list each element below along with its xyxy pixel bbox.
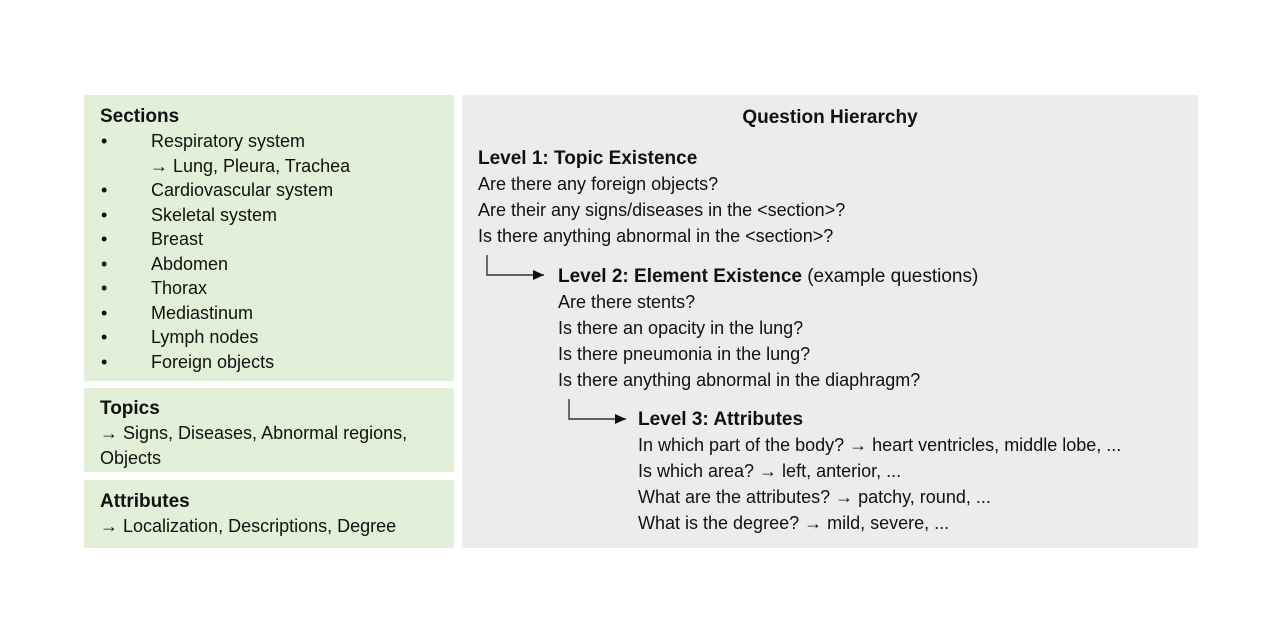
hierarchy-title: Question Hierarchy (742, 107, 918, 128)
topics-panel (84, 388, 454, 472)
topics-title: Topics (100, 398, 160, 419)
level-3-heading: Level 3: Attributes (638, 409, 804, 430)
bullet: • (101, 351, 108, 372)
level-1-block (478, 146, 845, 249)
section-item (100, 325, 438, 350)
bullet: • (101, 302, 108, 323)
question-line: What is the degree? → mild, severe, ... (638, 513, 950, 533)
question-line: In which part of the body? → heart ventricles, middle lobe, ... (638, 435, 1122, 455)
bullet: • (101, 327, 108, 347)
section-sub-label: → Lung, Pleura, Trachea (150, 155, 351, 176)
section-item (100, 276, 438, 301)
topics-line: Objects (100, 447, 162, 468)
bullet: • (101, 278, 108, 298)
question-line: Is there anything abnormal in the diaphragm? (558, 370, 921, 390)
bullet: • (101, 253, 108, 274)
sections-panel (84, 95, 454, 381)
section-item (100, 350, 438, 375)
section-label: Breast (151, 229, 204, 249)
question-line: Are there any foreign objects? (478, 174, 719, 194)
section-label: Respiratory system (151, 131, 306, 151)
level-2-heading: Level 2: Element Existence (558, 266, 802, 287)
question-line: Is which area? → left, anterior, ... (638, 461, 902, 481)
level-2-block (558, 264, 978, 393)
section-item (100, 178, 438, 203)
section-item (100, 129, 438, 154)
section-item (100, 252, 438, 277)
bullet: • (101, 180, 108, 200)
section-label: Cardiovascular system (151, 180, 334, 200)
section-label: Foreign objects (151, 351, 275, 372)
section-item (100, 227, 438, 252)
question-line: Is there pneumonia in the lung? (558, 344, 811, 364)
level-3-block (638, 407, 1121, 536)
bullet: • (101, 131, 108, 151)
sections-title: Sections (100, 106, 180, 127)
question-line: What are the attributes? → patchy, round, ... (638, 487, 991, 507)
topics-line: → Signs, Diseases, Abnormal regions, (100, 423, 408, 443)
level-2-to-3-arrow (566, 399, 626, 429)
question-line: Is there an opacity in the lung? (558, 318, 804, 338)
attributes-panel (84, 480, 454, 548)
bullet: • (101, 229, 108, 249)
section-label: Mediastinum (151, 302, 254, 323)
section-label: Lymph nodes (151, 327, 259, 347)
section-label: Thorax (151, 278, 208, 298)
level-1-to-2-arrow (484, 255, 544, 285)
question-line: Are their any signs/diseases in the <section>? (478, 200, 846, 220)
section-label: Abdomen (151, 253, 229, 274)
level-2-note: (example questions) (801, 266, 979, 287)
question-hierarchy-panel (462, 95, 1198, 548)
section-label: Skeletal system (151, 204, 278, 225)
attributes-line: → Localization, Descriptions, Degree (100, 516, 397, 536)
attributes-title: Attributes (100, 491, 190, 512)
section-item (100, 301, 438, 326)
question-line: Are there stents? (558, 292, 696, 312)
question-line: Is there anything abnormal in the <section>? (478, 226, 834, 246)
level-1-heading: Level 1: Topic Existence (478, 148, 698, 169)
bullet: • (101, 204, 108, 225)
section-item (100, 203, 438, 228)
